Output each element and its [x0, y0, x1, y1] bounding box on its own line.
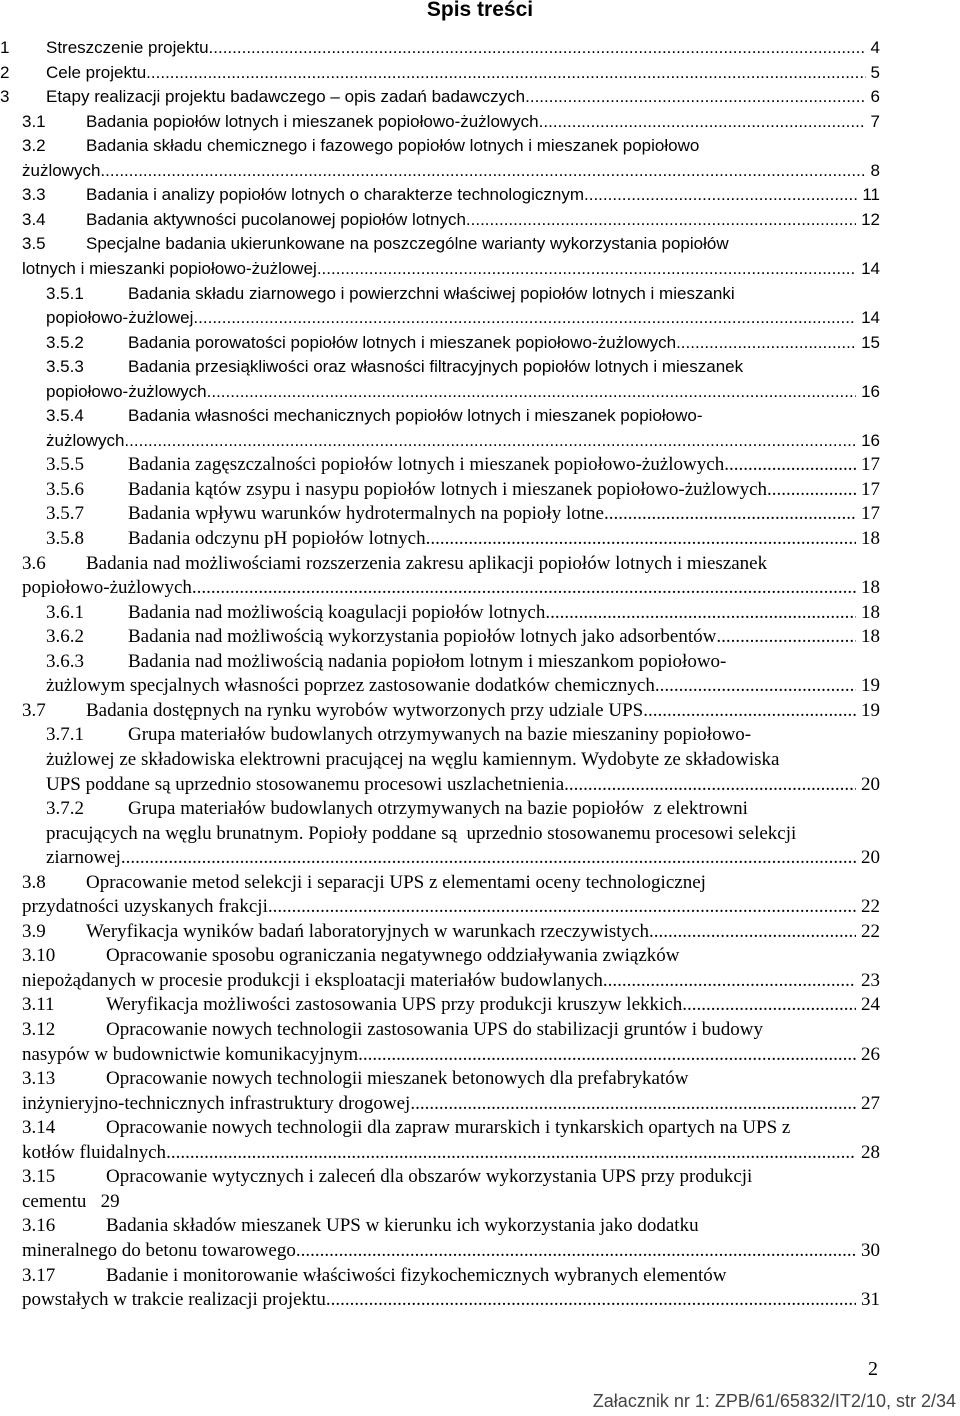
toc-entry-page: 12: [856, 209, 880, 229]
toc-entry-title: Opracowanie nowych technologii zastosowania UPS do stabilizacji gruntów i budowy: [106, 1019, 763, 1040]
toc-entry-page: 18: [856, 626, 880, 648]
dot-leader: [193, 306, 856, 330]
dot-leader: [716, 625, 856, 649]
toc-entry-number: 3.15: [22, 1166, 56, 1188]
toc-title: Spis treści: [426, 0, 534, 21]
dot-leader: [209, 36, 866, 60]
toc-entry-title: ziarnowej: [46, 847, 121, 869]
toc-entry-title: popiołowo-żużlowych: [46, 381, 207, 401]
toc-entry-number: 3.5.4: [46, 406, 84, 426]
toc-entry-page: 19: [856, 699, 880, 721]
toc-entry-title: Badania dostępnych na rynku wyrobów wytworzonych przy udziale UPS: [86, 699, 644, 721]
dot-leader: [426, 527, 857, 551]
dot-leader: [124, 429, 856, 453]
toc-entry-page: 22: [856, 920, 880, 942]
dot-leader: [146, 61, 866, 85]
toc-entry-title: Badania składów mieszanek UPS w kierunku ich wykorzystania jako dodatku: [106, 1215, 699, 1237]
dot-leader: [545, 601, 856, 625]
toc-entry-title: Badania nad możliwością koagulacji popiołów lotnych: [128, 601, 546, 623]
toc-entry-title: Badania odczynu pH popiołów lotnych: [128, 528, 426, 549]
dot-leader: [603, 969, 856, 993]
dot-leader: [207, 380, 857, 404]
toc-entry-title: Opracowanie metod selekcji i separacji UPS z elementami oceny technologicznej: [86, 871, 706, 893]
toc-entry-page: 27: [856, 1092, 880, 1114]
toc-entry-title: Badania aktywności pucolanowej popiołów lotnych: [86, 209, 466, 229]
toc-entry-number: 3.12: [22, 1019, 56, 1040]
toc-entry-title: Badania porowatości popiołów lotnych i mieszanek popiołowo-żużlowych: [128, 332, 677, 352]
toc-entry-number: 3.10: [22, 945, 56, 967]
toc-entry-title: kotłów fluidalnych: [22, 1141, 167, 1163]
toc-entry-title: Cele projektu: [46, 62, 147, 82]
toc-entry-title: niepożądanych w procesie produkcji i eksploatacji materiałów budowlanych: [22, 969, 603, 991]
toc-entry-page: 20: [856, 847, 880, 869]
toc-entry-number: 3.3: [22, 185, 46, 205]
dot-leader: [539, 110, 866, 134]
toc-entry-page: 18: [856, 528, 880, 549]
toc-entry-title: żużlowej ze składowiska elektrowni pracującej na węglu kamiennym. Wydobyte ze składowiska: [46, 748, 780, 770]
toc-entry-title: Weryfikacja wyników badań laboratoryjnych w warunkach rzeczywistych: [86, 920, 649, 942]
dot-leader: [166, 1141, 856, 1165]
toc-entry-page: 14: [856, 308, 880, 328]
toc-entry-page: 26: [856, 1043, 880, 1065]
toc-entry-title: Badania kątów zsypu i nasypu popiołów lotnych i mieszanek popiołowo-żużlowych: [128, 478, 768, 500]
dot-leader: [410, 1092, 856, 1116]
toc-entry-title: lotnych i mieszanki popiołowo-żużlowej: [22, 258, 317, 278]
toc-entry-page: 29: [95, 1190, 120, 1212]
dot-leader: [767, 478, 856, 502]
toc-entry-title: inżynieryjno-technicznych infrastruktury drogowej: [22, 1092, 411, 1114]
toc-entry-title: powstałych w trakcie realizacji projektu: [22, 1289, 326, 1311]
toc-entry-number: 3.13: [22, 1068, 56, 1090]
dot-leader: [100, 159, 865, 183]
toc-entry-title: Badanie i monitorowanie właściwości fizykochemicznych wybranych elementów: [106, 1264, 727, 1286]
toc-entry-number: 3.5: [22, 234, 46, 254]
toc-entry-number: 3.7: [22, 699, 46, 721]
toc-entry-number: 3.6.2: [46, 626, 84, 648]
toc-entry-number: 3: [0, 87, 10, 107]
toc-entry-page: 16: [856, 430, 880, 450]
toc-entry-title: pracujących na węglu brunatnym. Popioły poddane są uprzednio stosowanemu procesowi selekcji: [46, 822, 797, 844]
dot-leader: [604, 502, 856, 526]
toc-entry-title: żużlowym specjalnych własności poprzez zastosowanie dodatków chemicznych: [46, 675, 655, 697]
footer-annotation: Załacznik nr 1: ZPB/61/65832/IT2/10, str 2/34: [592, 1391, 956, 1411]
toc-entry-page: 8: [865, 160, 880, 180]
toc-entry-title: mineralnego do betonu towarowego: [22, 1239, 296, 1261]
toc-entry-page: 28: [856, 1141, 880, 1163]
toc-entry-title: popiołowo-żużlowych: [22, 577, 192, 599]
toc-entry-page: 18: [856, 577, 880, 599]
toc-entry-page: 31: [856, 1289, 880, 1311]
toc-entry-page: 5: [865, 62, 880, 82]
dot-leader: [326, 1288, 856, 1312]
dot-leader: [192, 576, 856, 600]
dot-leader: [268, 895, 856, 919]
toc-entry-number: 3.6: [22, 552, 46, 574]
dot-leader: [655, 674, 856, 698]
toc-entry-number: 3.1: [22, 111, 46, 131]
toc-entry-page: 17: [856, 454, 880, 476]
toc-entry-page: 7: [865, 111, 880, 131]
dot-leader: [296, 1239, 856, 1263]
toc-entry-page: 23: [856, 969, 880, 991]
toc-entry-number: 1: [0, 38, 10, 57]
dot-leader: [525, 85, 866, 109]
toc-entry-title: cementu: [22, 1190, 87, 1212]
toc-entry-page: 24: [856, 994, 880, 1016]
toc-entry-title: Grupa materiałów budowlanych otrzymywanych na bazie popiołów z elektrowni: [128, 798, 748, 820]
toc-entry-title: Etapy realizacji projektu badawczego – opis zadań badawczych: [46, 87, 526, 107]
dot-leader: [121, 846, 856, 870]
toc-entry-title: Opracowanie sposobu ograniczania negatywnego oddziaływania związków: [106, 945, 680, 967]
dot-leader: [584, 183, 858, 207]
toc-entry-number: 3.14: [22, 1117, 56, 1139]
toc-entry-number: 3.9: [22, 920, 46, 942]
toc-entry-page: 16: [856, 381, 880, 401]
dot-leader: [682, 993, 856, 1017]
toc-entry-title: Opracowanie nowych technologii dla zapraw murarskich i tynkarskich opartych na UPS z: [106, 1117, 791, 1139]
toc-entry-number: 3.5.5: [46, 454, 84, 476]
toc-entry-page: 17: [856, 478, 880, 500]
dot-leader: [649, 920, 856, 944]
toc-entry-title: popiołowo-żużlowej: [46, 308, 194, 328]
toc-entry-page: 17: [856, 503, 880, 525]
toc-entry-page: 19: [856, 675, 880, 697]
toc-entry-number: 3.8: [22, 871, 46, 893]
dot-leader: [317, 257, 857, 281]
dot-leader: [724, 453, 856, 477]
toc-entry-title: Badania wpływu warunków hydrotermalnych na popioły lotne: [128, 503, 604, 525]
toc-entry-page: 20: [856, 773, 880, 795]
toc-entry-number: 3.5.6: [46, 478, 84, 500]
toc-entry-number: 3.6.3: [46, 650, 84, 672]
toc-entry-number: 3.5.3: [46, 357, 84, 377]
toc-entry-title: Badania własności mechanicznych popiołów lotnych i mieszanek popiołowo-: [128, 406, 703, 426]
toc-entry-title: żużlowych: [46, 430, 125, 450]
toc-entry-number: 3.5.2: [46, 332, 84, 352]
toc-entry-page: 4: [865, 38, 880, 57]
toc-entry-title: Badania przesiąkliwości oraz własności filtracyjnych popiołów lotnych i mieszanek: [128, 357, 744, 377]
toc-entry-number: 3.16: [22, 1215, 56, 1237]
toc-entry-page: 30: [856, 1239, 880, 1261]
toc-entry-title: Badania składu ziarnowego i powierzchni właściwej popiołów lotnych i mieszanki: [128, 283, 735, 303]
toc-entry-title: przydatności uzyskanych frakcji: [22, 896, 268, 918]
toc-entry-title: Opracowanie nowych technologii mieszanek betonowych dla prefabrykatów: [106, 1068, 689, 1090]
toc-entry-number: 3.2: [22, 136, 46, 156]
toc-entry-page: 11: [857, 185, 880, 205]
toc-entry-title: Opracowanie wytycznych i zaleceń dla obszarów wykorzystania UPS przy produkcji: [106, 1166, 753, 1188]
toc-entry-page: 22: [856, 896, 880, 918]
toc-entry-number: 3.6.1: [46, 601, 84, 623]
toc-entry-number: 3.7.1: [46, 724, 84, 746]
toc-entry-number: 3.17: [22, 1264, 56, 1286]
toc-entry-page: 18: [856, 601, 880, 623]
dot-leader: [676, 331, 856, 355]
toc-entry-title: Badania nad możliwością nadania popiołom lotnym i mieszankom popiołowo-: [128, 650, 727, 672]
toc-entry-number: 3.5.8: [46, 528, 84, 549]
page-number: 2: [868, 1358, 878, 1380]
toc-entry-title: Badania i analizy popiołów lotnych o charakterze technologicznym: [86, 185, 585, 205]
toc-entry-page: 15: [856, 332, 880, 352]
toc-entry-title: Grupa materiałów budowlanych otrzymywanych na bazie mieszaniny popiołowo-: [128, 724, 752, 746]
toc-entry-title: Specjalne badania ukierunkowane na poszczególne warianty wykorzystania popiołów: [86, 234, 729, 254]
toc-entry-title: Badania nad możliwością wykorzystania popiołów lotnych jako adsorbentów: [128, 626, 717, 648]
toc-entry-title: nasypów w budownictwie komunikacyjnym: [22, 1043, 359, 1065]
toc-entry-title: Badania składu chemicznego i fazowego popiołów lotnych i mieszanek popiołowo: [86, 136, 700, 156]
dot-leader: [358, 1043, 856, 1067]
toc-entry-title: żużlowych: [22, 160, 101, 180]
toc-entry-title: Weryfikacja możliwości zastosowania UPS przy produkcji kruszyw lekkich: [106, 994, 683, 1016]
toc-entry-title: Badania zagęszczalności popiołów lotnych i mieszanek popiołowo-żużlowych: [128, 454, 725, 476]
toc-entry-page: 6: [865, 87, 880, 107]
toc-entry-number: 3.11: [22, 994, 55, 1016]
toc-entry-number: 3.5.7: [46, 503, 84, 525]
toc-entry-title: Badania popiołów lotnych i mieszanek popiołowo-żużlowych: [86, 111, 539, 131]
toc-entry-title: Streszczenie projektu: [46, 38, 209, 57]
toc-entry-title: UPS poddane są uprzednio stosowanemu procesowi uszlachetnienia: [46, 773, 565, 795]
dot-leader: [466, 208, 856, 232]
toc-entry-number: 3.7.2: [46, 798, 84, 820]
toc-entry-number: 3.4: [22, 209, 46, 229]
dot-leader: [643, 699, 856, 723]
toc-entry-number: 2: [0, 62, 10, 82]
toc-entry-title: Badania nad możliwościami rozszerzenia zakresu aplikacji popiołów lotnych i mieszanek: [86, 552, 768, 574]
toc-entry-page: 14: [856, 258, 880, 278]
toc-entry-number: 3.5.1: [46, 283, 84, 303]
dot-leader: [564, 773, 856, 797]
